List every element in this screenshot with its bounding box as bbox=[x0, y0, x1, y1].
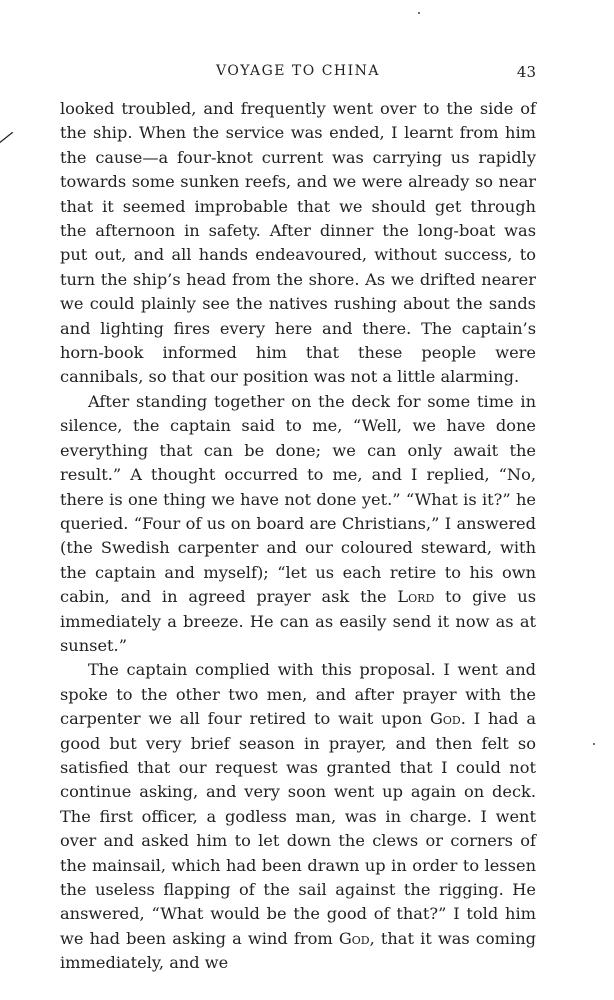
text-run: . I had a good but very brief season in prayer, and then felt so satisfied that our request was granted that I could not continue asking, and very soon went up again on deck. The first officer, a godless man, was in charge. I went over and asked him to let down the clews or corners of the mainsail, which had been drawn up in order to lessen the useless flapping of the sail against the rigging. He answered, “What would be the good of that?” I told him we had been asking a wind from bbox=[60, 709, 536, 948]
paragraph bbox=[60, 390, 536, 658]
small-caps-word: God bbox=[338, 928, 370, 948]
page-number: 43 bbox=[516, 63, 536, 81]
running-title: VOYAGE TO CHINA bbox=[215, 63, 381, 79]
paragraph bbox=[60, 658, 536, 975]
running-head bbox=[60, 60, 536, 84]
text-run: , that it was coming immediately, and we bbox=[60, 928, 536, 973]
text-run: The captain complied with this proposal. I went and spoke to the other two men, and after prayer with the carpenter we all four retired to wait upon bbox=[60, 660, 536, 729]
text-run: looked troubled, and frequently went over to the side of the ship. When the service was ended, I learnt from him the cause—a four-knot current was carrying us rapidly towards some sunken reefs, and we were already so near that it seemed improbable that we should get through the afternoon in safety. After dinner the long-boat was put out, and all hands endeavoured, without success, to turn the ship’s head from the shore. As we drifted nearer we could plainly see the natives rushing about the sands and lighting fires every here and there. The captain’s horn-book informed him that these people were cannibals, so that our position was not a little alarming. bbox=[60, 99, 536, 387]
small-caps-word: God bbox=[429, 709, 461, 729]
paragraph bbox=[60, 97, 536, 390]
print-speck bbox=[593, 743, 595, 745]
text-run: to give us immediately a breeze. He can as easily send it now as at sunset.” bbox=[60, 587, 536, 655]
small-caps-word: Lord bbox=[397, 587, 435, 607]
body-text bbox=[60, 97, 536, 976]
text-run: After standing together on the deck for some time in silence, the captain said to me, “Well, we have done everything that can be done; we can only await the result.” A thought occurred to me, and I replied, “No, there is one thing we have not done yet.” “What is it?” he queried. “Four of us on board are Christians,” I answered (the Swedish carpenter and our coloured steward, with the captain and myself); “let us each retire to his own cabin, and in agreed prayer ask the bbox=[60, 391, 536, 607]
margin-mark: ⁄ bbox=[0, 126, 12, 150]
print-speck bbox=[418, 12, 420, 14]
